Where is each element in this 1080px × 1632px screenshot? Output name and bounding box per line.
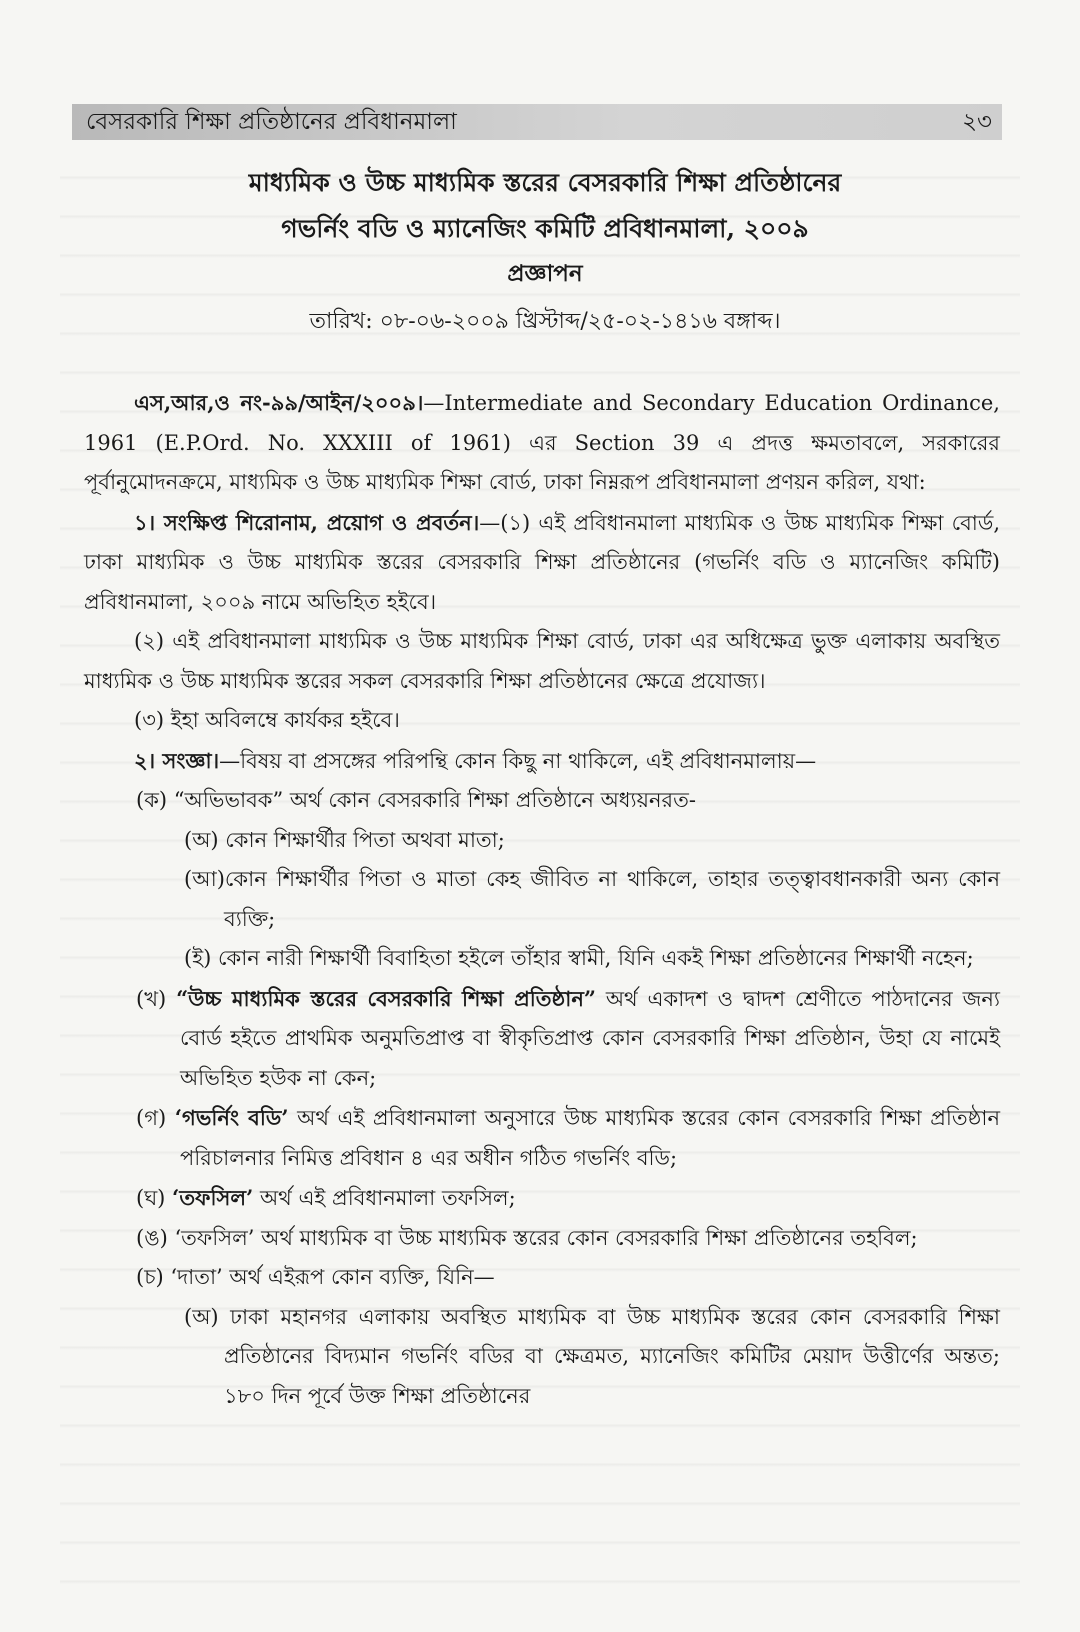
definition-text: ‘দাতা’ অর্থ এইরূপ কোন ব্যক্তি, যিনি— — [170, 1265, 495, 1289]
document-body — [84, 383, 1000, 1416]
definition-label: (ঘ) — [136, 1186, 166, 1210]
section-2-paragraph — [84, 741, 1000, 782]
definition-text: অর্থ এই প্রবিধানমালা অনুসারে উচ্চ মাধ্যমিক স্তরের কোন বেসরকারি শিক্ষা প্রতিষ্ঠান পরিচালনার নিমিত্ত প্রবিধান ৪ এর অধীন গঠিত গভর্নিং বডি; — [180, 1106, 1000, 1170]
list-item — [84, 1298, 1000, 1417]
item-text: ঢাকা মহানগর এলাকায় অবস্থিত মাধ্যমিক বা উচ্চ মাধ্যমিক স্তরের কোন বেসরকারি শিক্ষা প্রতিষ্ঠানের বিদ্যমান গভর্নিং বডির বা ক্ষেত্রমত, ম্যানেজিং কমিটির মেয়াদ উত্তীর্ণের অন্তত; ১৮০ দিন পূর্বে উক্ত শিক্ষা প্রতিষ্ঠানের — [224, 1304, 1000, 1408]
section-2-heading: ২। সংজ্ঞা। — [134, 747, 220, 773]
item-label: (অ) — [184, 827, 219, 852]
definition-term: ‘গভর্নিং বডি’ — [174, 1105, 289, 1130]
definition-ga — [84, 1098, 1000, 1178]
list-item — [84, 821, 1000, 861]
definition-text: ‘তফসিল’ অর্থ মাধ্যমিক বা উচ্চ মাধ্যমিক স্তরের কোন বেসরকারি শিক্ষা প্রতিষ্ঠানের তহবিল; — [174, 1225, 918, 1250]
section-2-intro: —বিষয় বা প্রসঙ্গের পরিপন্থি কোন কিছু না থাকিলে, এই প্রবিধানমালায়— — [219, 748, 817, 773]
item-text: কোন শিক্ষার্থীর পিতা অথবা মাতা; — [225, 827, 505, 852]
definition-umo — [84, 1219, 1000, 1259]
section-1-sub2: (২) এই প্রবিধানমালা মাধ্যমিক ও উচ্চ মাধ্যমিক শিক্ষা বোর্ড, ঢাকা এর অধিক্ষেত্র ভুক্ত এলাকায় অবস্থিত মাধ্যমিক ও উচ্চ মাধ্যমিক স্তরের সকল বেসরকারি শিক্ষা প্রতিষ্ঠানের ক্ষেত্রে প্রযোজ্য। — [84, 629, 1000, 693]
definition-gha — [84, 1178, 1000, 1219]
sro-number: এস,আর,ও নং-৯৯/আইন/২০০৯। — [134, 390, 424, 415]
item-label: (আ) — [184, 867, 225, 891]
list-item — [84, 860, 1000, 939]
definition-text: অর্থ এই প্রবিধানমালা তফসিল; — [253, 1186, 516, 1210]
document-title-line1: মাধ্যমিক ও উচ্চ মাধ্যমিক স্তরের বেসরকারি শিক্ষা প্রতিষ্ঠানের — [248, 168, 842, 197]
page-number: ২৩ — [962, 108, 992, 135]
definition-ka — [84, 781, 1000, 821]
definition-label: (ঙ) — [136, 1225, 168, 1250]
definition-label: (খ) — [136, 986, 167, 1011]
item-label: (ই) — [184, 946, 212, 970]
definition-label: (গ) — [136, 1106, 167, 1130]
title-block — [90, 160, 1000, 340]
definition-label: (চ) — [136, 1265, 164, 1289]
definition-text: অর্থ একাদশ ও দ্বাদশ শ্রেণীতে পাঠদানের জন্য বোর্ড হইতে প্রাথমিক অনুমতিপ্রাপ্ত বা স্বীকৃতিপ্রাপ্ত কোন বেসরকারি শিক্ষা প্রতিষ্ঠান, উহা যে নামেই অভিহিত হউক না কেন; — [180, 986, 1000, 1090]
notification-heading: প্রজ্ঞাপন — [507, 260, 583, 287]
running-header — [72, 104, 1002, 140]
book-title: বেসরকারি শিক্ষা প্রতিষ্ঠানের প্রবিধানমালা — [86, 108, 457, 135]
list-item — [84, 939, 1000, 979]
definition-term: ‘তফসিল’ — [172, 1185, 254, 1210]
preamble-text: —Intermediate and Secondary Education Ordinance, 1961 (E.P.Ord. No. XXXIII of 1961) এর Section 39 এ প্রদত্ত ক্ষমতাবলে, সরকারের পূর্বানুমোদনক্রমে, মাধ্যমিক ও উচ্চ মাধ্যমিক শিক্ষা বোর্ড, ঢাকা নিম্নরূপ প্রবিধানমালা প্রণয়ন করিল, যথা: — [84, 391, 1000, 494]
date-line: তারিখ: ০৮-০৬-২০০৯ খ্রিস্টাব্দ/২৫-০২-১৪১৬ বঙ্গাব্দ। — [309, 309, 781, 334]
definition-text: “অভিভাবক” অর্থ কোন বেসরকারি শিক্ষা প্রতিষ্ঠানে অধ্যয়নরত- — [173, 788, 696, 812]
section-1-paragraph — [84, 503, 1000, 623]
definition-label: (ক) — [136, 788, 168, 812]
definition-term: “উচ্চ মাধ্যমিক স্তরের বেসরকারি শিক্ষা প্রতিষ্ঠান” — [176, 985, 596, 1011]
definition-cha — [84, 1258, 1000, 1298]
preamble-paragraph — [84, 383, 1000, 503]
item-text: কোন শিক্ষার্থীর পিতা ও মাতা কেহ জীবিত না থাকিলে, তাহার তত্ত্বাবধানকারী অন্য কোন ব্যক্তি; — [224, 867, 1000, 931]
item-text: কোন নারী শিক্ষার্থী বিবাহিতা হইলে তাঁহার স্বামী, যিনি একই শিক্ষা প্রতিষ্ঠানের শিক্ষার্থী নহেন; — [218, 946, 974, 970]
definition-kha — [84, 979, 1000, 1099]
section-1-sub1: —(১) এই প্রবিধানমালা মাধ্যমিক ও উচ্চ মাধ্যমিক শিক্ষা বোর্ড, ঢাকা মাধ্যমিক ও উচ্চ মাধ্যমিক স্তরের বেসরকারি শিক্ষা প্রতিষ্ঠানের (গভর্নিং বডি ও ম্যানেজিং কমিটি) প্রবিধানমালা, ২০০৯ নামে অভিহিত হইবে। — [84, 510, 1001, 614]
item-label: (অ) — [184, 1304, 219, 1329]
section-1-sub3: (৩) ইহা অবিলম্বে কার্যকর হইবে। — [134, 708, 400, 732]
document-title-line2: গভর্নিং বডি ও ম্যানেজিং কমিটি প্রবিধানমালা, ২০০৯ — [281, 214, 809, 243]
section-1-heading: ১। সংক্ষিপ্ত শিরোনাম, প্রয়োগ ও প্রবর্তন। — [134, 509, 480, 535]
